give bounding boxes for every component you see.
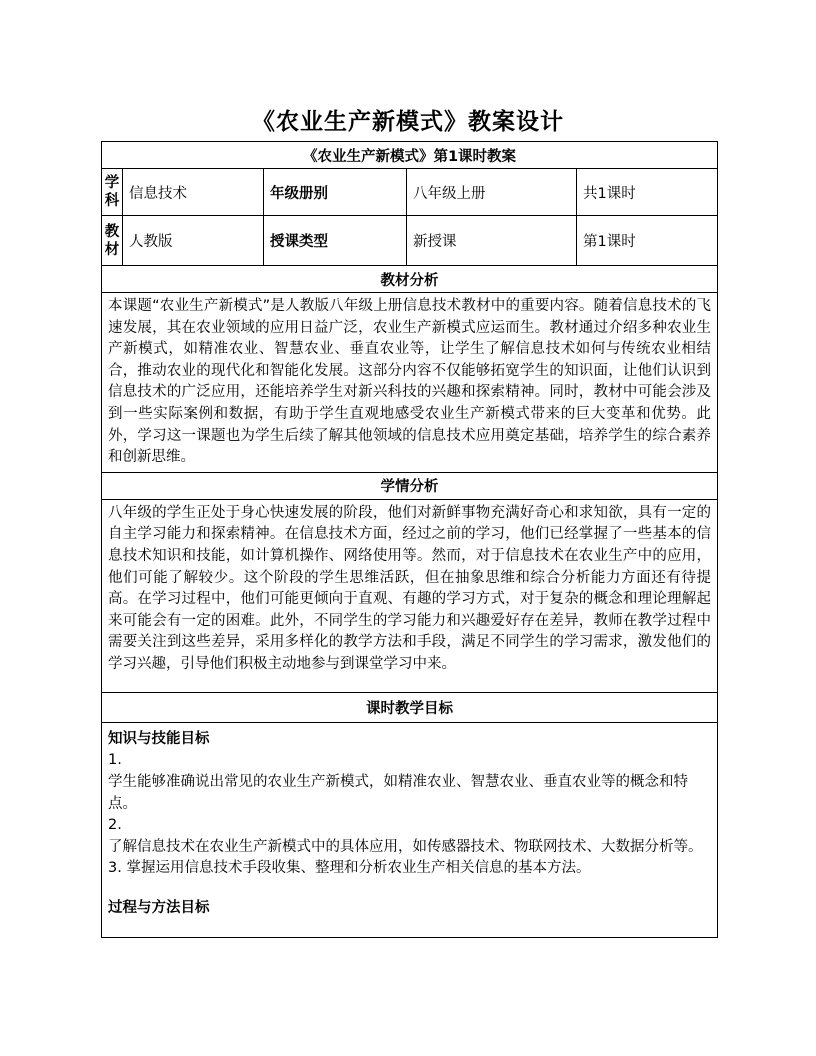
- document-title: 《农业生产新模式》教案设计: [252, 109, 564, 135]
- student-analysis-text: 八年级的学生正处于身心快速发展的阶段，他们对新鲜事物充满好奇心和求知欲，具有一定的自主学习能力和探索精神。在信息技术方面，经过之前的学习，他们已经掌握了一些基本的信息技术知识和技能，如计算机操作、网络使用等。然而，对于信息技术在农业生产中的应用，他们可能了解较少。这个阶段的学生思维活跃，但在抽象思维和综合分析能力方面还有待提高。在学习过程中，他们可能更倾向于直观、有趣的学习方式，对于复杂的概念和理论理解起来可能会有一定的困难。此外，不同学生的学习能力和兴趣爱好存在差异，教师在教学过程中需要关注到这些差异，采用多样化的教学方法和手段，满足不同学生的学习需求，激发他们的学习兴趣，引导他们积极主动地参与到课堂学习中来。: [102, 499, 718, 692]
- objective-2-text: 了解信息技术在农业生产新模式中的具体应用，如传感器技术、物联网技术、大数据分析等。: [108, 838, 703, 855]
- objectives-content: [102, 722, 718, 937]
- spacer: [108, 880, 711, 898]
- student-analysis-heading: 学情分析: [102, 472, 718, 499]
- material-analysis-heading-row: [102, 266, 718, 293]
- material-analysis-heading: 教材分析: [102, 266, 718, 293]
- table-header-row: [102, 142, 718, 169]
- subject-value: 信息技术: [123, 169, 264, 216]
- total-hours-value: 共1课时: [577, 169, 718, 216]
- lesson-type-value: 新授课: [407, 216, 577, 266]
- subject-label: 学科: [102, 169, 123, 216]
- objective-3-text: 3. 掌握运用信息技术手段收集、整理和分析农业生产相关信息的基本方法。: [108, 860, 591, 877]
- lesson-type-label: 授课类型: [264, 216, 407, 266]
- knowledge-objectives-heading: 知识与技能目标: [108, 730, 210, 747]
- material-analysis-row: [102, 293, 718, 473]
- subject-row: [102, 169, 718, 216]
- objectives-heading: 课时教学目标: [102, 692, 718, 722]
- lesson-plan-table: [101, 141, 718, 938]
- textbook-label: 教材: [102, 216, 123, 266]
- grade-value: 八年级上册: [407, 169, 577, 216]
- student-analysis-row: [102, 499, 718, 692]
- student-analysis-heading-row: [102, 472, 718, 499]
- objective-1-text: 学生能够准确说出常见的农业生产新模式，如精准农业、智慧农业、垂直农业等的概念和特点。: [108, 773, 688, 812]
- objective-2-number: 2.: [108, 817, 122, 834]
- textbook-row: [102, 216, 718, 266]
- objectives-heading-row: [102, 692, 718, 722]
- table-header: 《农业生产新模式》第1课时教案: [102, 142, 718, 169]
- lesson-hour-value: 第1课时: [577, 216, 718, 266]
- process-objectives-heading: 过程与方法目标: [108, 899, 210, 916]
- material-analysis-text: 本课题“农业生产新模式”是人教版八年级上册信息技术教材中的重要内容。随着信息技术的飞速发展，其在农业领域的应用日益广泛，农业生产新模式应运而生。教材通过介绍多种农业生产新模式，如精准农业、智慧农业、垂直农业等，让学生了解信息技术如何与传统农业相结合，推动农业的现代化和智能化发展。这部分内容不仅能够拓宽学生的知识面，让他们认识到信息技术的广泛应用，还能培养学生对新兴科技的兴趣和探索精神。同时，教材中可能会涉及到一些实际案例和数据，有助于学生直观地感受农业生产新模式带来的巨大变革和优势。此外，学习这一课题也为学生后续了解其他领域的信息技术应用奠定基础，培养学生的综合素养和创新思维。: [102, 293, 718, 473]
- objectives-row: [102, 722, 718, 937]
- objective-1-number: 1.: [108, 752, 122, 769]
- grade-label: 年级册别: [264, 169, 407, 216]
- textbook-value: 人教版: [123, 216, 264, 266]
